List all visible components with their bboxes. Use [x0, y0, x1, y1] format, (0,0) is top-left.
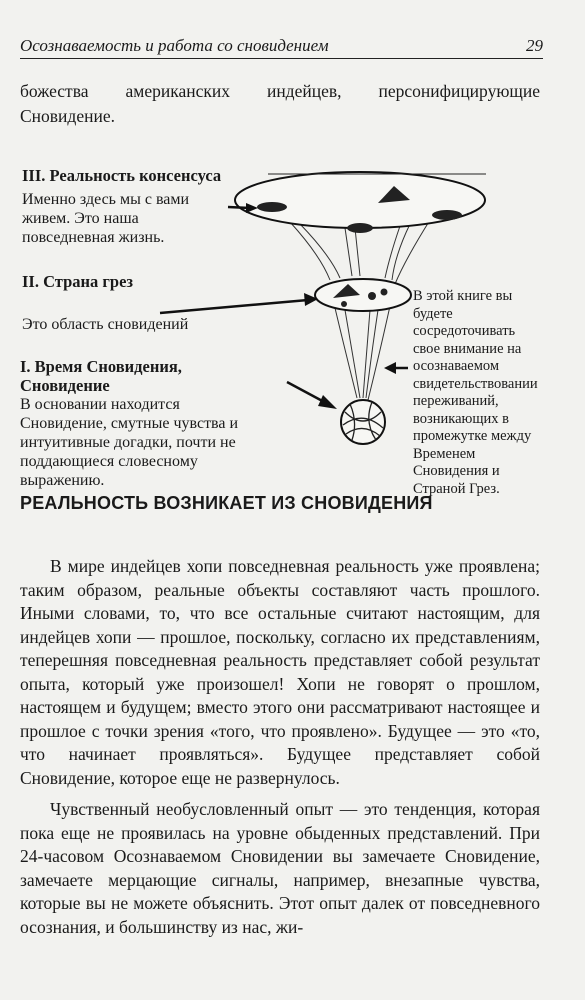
- figure-icon: [381, 289, 388, 296]
- level2-description: Это область сновидений: [22, 316, 189, 333]
- paragraph: В мире индейцев хопи повседневная реальность уже проявлена; таким образом, реальные объекты составляют часть прошлого. Иными словами, то, что все остальные считают настоящим, для индейцев хопи — прошлое, поскольку, согласно их представлениям, теперешняя повседневная реальность представляет собой результат опыта, который уже произошел! Хопи не говорят о прошлом, настоящем и будущем; вместо этого они рассматривают настоящее и прошлое с точки зрения «того, что проявлено». Будущее — это «то, что начинает проявляться». Будущее представляет собой Сновидение, которое еще не развернулось.: [20, 556, 540, 788]
- dreaming-sphere: [341, 400, 385, 444]
- running-head: [20, 36, 543, 59]
- paragraph: Чувственный необусловленный опыт — это тенденция, которая пока еще не проявилась на уровне обыденных представлений. При 24-часовом Осознаваемом Сновидении вы замечаете Сновидение, замечаете мерцающие сигналы, например, внезапные чувства, которые вы не можете объяснить. Этот опыт далек от повседневного осознания, и большинству из нас, жи-: [20, 799, 540, 937]
- disc-object-icon: [257, 202, 287, 212]
- side-note: В этой книге вы будете сосредоточивать свое внимание на осознаваемом свидетельствовании переживаний, возникающих в промежутке между Временем Сновидения и Страной Грез.: [413, 288, 538, 497]
- chapter-title: Осознаваемость и работа со сновидением: [20, 36, 329, 55]
- disc-object-icon: [432, 210, 462, 220]
- page-number: 29: [526, 36, 543, 55]
- level1-title: I. Время Сновидения, Сновидение: [20, 357, 182, 395]
- figure-icon: [341, 301, 347, 307]
- level2-title: II. Страна грез: [22, 272, 134, 291]
- arrow-to-dreamland: [160, 300, 308, 313]
- figure-icon: [368, 292, 376, 300]
- intro-paragraph: божества американских индейцев, персонифицирующие Сновидение.: [20, 81, 540, 126]
- level1-description: В основании находится Сновидение, смутные чувства и интуитивные догадки, почти не поддающиеся словесному выражению.: [20, 396, 239, 489]
- level3-title: III. Реальность консенсуса: [22, 166, 222, 185]
- dreaming-levels-diagram: [0, 160, 585, 497]
- level3-description: Именно здесь мы с вами живем. Это наша повседневная жизнь.: [22, 191, 190, 246]
- disc-object-icon: [347, 223, 373, 233]
- section-heading: РЕАЛЬНОСТЬ ВОЗНИКАЕТ ИЗ СНОВИДЕНИЯ: [20, 493, 433, 513]
- dreamland-disc: [315, 279, 411, 311]
- body-text: [20, 555, 540, 939]
